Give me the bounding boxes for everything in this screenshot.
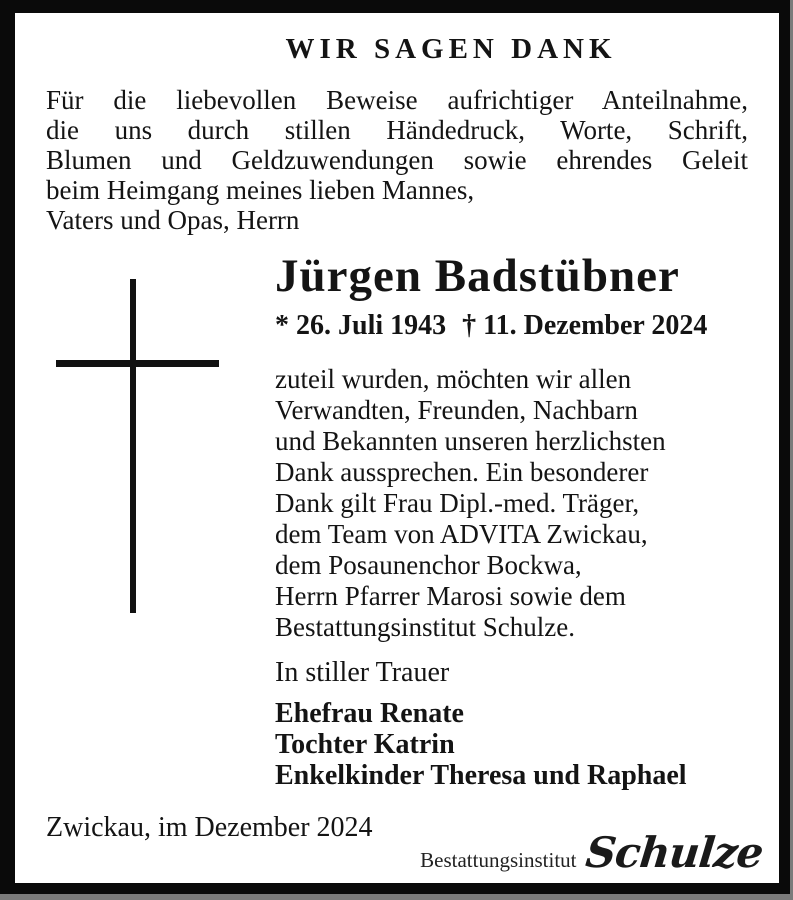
intro-line: Blumen und Geldzuwendungen sowie ehrendes Geleit <box>46 145 748 175</box>
funeral-home-name: Schulze <box>583 828 766 877</box>
thanks-line: dem Team von ADVITA Zwickau, <box>275 519 648 549</box>
intro-line: Vaters und Opas, Herrn <box>46 205 300 235</box>
thanks-line: Dank aussprechen. Ein besonderer <box>275 457 649 487</box>
mourner: Ehefrau Renate <box>275 698 464 729</box>
death-date: † 11. Dezember 2024 <box>462 310 708 341</box>
funeral-home-logo <box>420 828 766 877</box>
intro-line: die uns durch stillen Händedruck, Worte, Schrift, <box>46 115 748 145</box>
intro-line: beim Heimgang meines lieben Mannes, <box>46 175 475 205</box>
deceased-name: Jürgen Badstübner <box>275 250 680 302</box>
mourners-list <box>275 698 771 791</box>
thanks-paragraph <box>275 364 771 643</box>
thanks-line: Bestattungsinstitut Schulze. <box>275 612 575 642</box>
cross-horizontal-bar <box>56 360 219 367</box>
funeral-home-prefix: Bestattungsinstitut <box>420 848 577 872</box>
main-column <box>275 250 771 791</box>
intro-line: Für die liebevollen Beweise aufrichtiger Anteilnahme, <box>46 85 748 115</box>
mourner: Enkelkinder Theresa und Raphael <box>275 760 687 791</box>
thanks-line: Verwandten, Freunden, Nachbarn <box>275 395 638 425</box>
thanks-line: Dank gilt Frau Dipl.-med. Träger, <box>275 488 640 518</box>
thanks-line: Herrn Pfarrer Marosi sowie dem <box>275 581 626 611</box>
mourner: Tochter Katrin <box>275 729 455 760</box>
notice-title: WIR SAGEN DANK <box>285 33 617 65</box>
place-and-date: Zwickau, im Dezember 2024 <box>46 812 373 843</box>
thanks-line: dem Posaunenchor Bockwa, <box>275 550 582 580</box>
birth-date: * 26. Juli 1943 <box>275 310 447 341</box>
thanks-line: zuteil wurden, möchten wir allen <box>275 364 632 394</box>
life-dates <box>275 308 771 344</box>
intro-paragraph <box>46 85 748 235</box>
thanks-line: und Bekannten unseren herzlichsten <box>275 426 666 456</box>
notice-paper <box>15 13 779 883</box>
cross-vertical-bar <box>130 279 136 613</box>
closing-phrase: In stiller Trauer <box>275 657 450 688</box>
